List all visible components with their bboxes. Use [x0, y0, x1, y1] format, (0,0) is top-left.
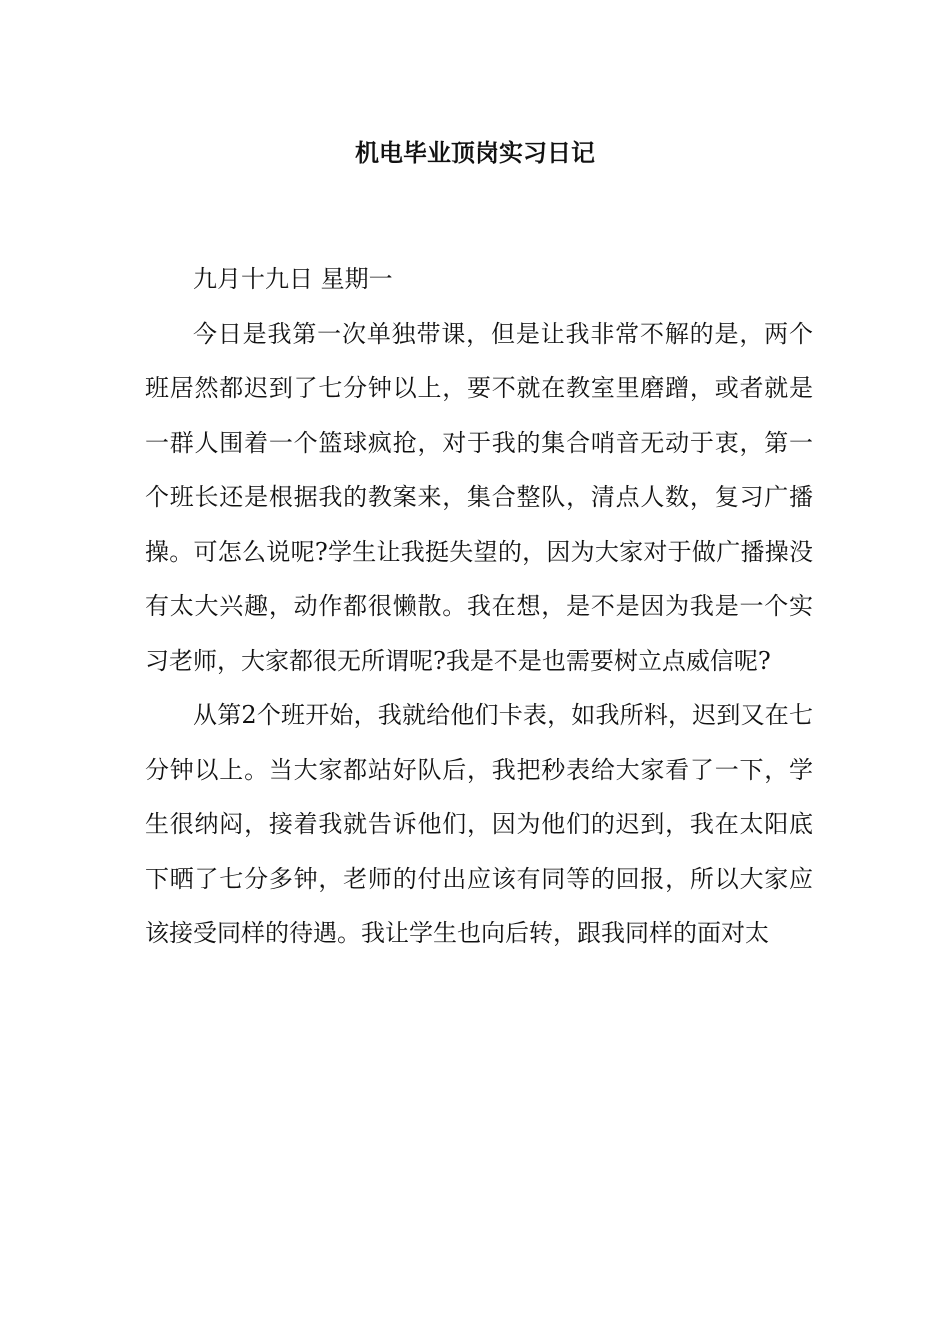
document-body: [145, 252, 813, 961]
paragraph-1: 今日是我第一次单独带课，但是让我非常不解的是，两个班居然都迟到了七分钟以上，要不就在教室里磨蹭，或者就是一群人围着一个篮球疯抢，对于我的集合哨音无动于衷，第一个班长还是根据我的教案来，集合整队，清点人数，复习广播操。可怎么说呢?学生让我挺失望的，因为大家对于做广播操没有太大兴趣，动作都很懒散。我在想，是不是因为我是一个实习老师，大家都很无所谓呢?我是不是也需要树立点威信呢?: [145, 319, 813, 675]
paragraph-2: 从第2个班开始，我就给他们卡表，如我所料，迟到又在七分钟以上。当大家都站好队后，我把秒表给大家看了一下，学生很纳闷，接着我就告诉他们，因为他们的迟到，我在太阳底下晒了七分多钟，老师的付出应该有同等的回报，所以大家应该接受同样的待遇。我让学生也向后转，跟我同样的面对太: [145, 701, 813, 947]
date-line: 九月十九日 星期一: [193, 265, 393, 293]
document-title: 机电毕业顶岗实习日记: [355, 138, 595, 167]
